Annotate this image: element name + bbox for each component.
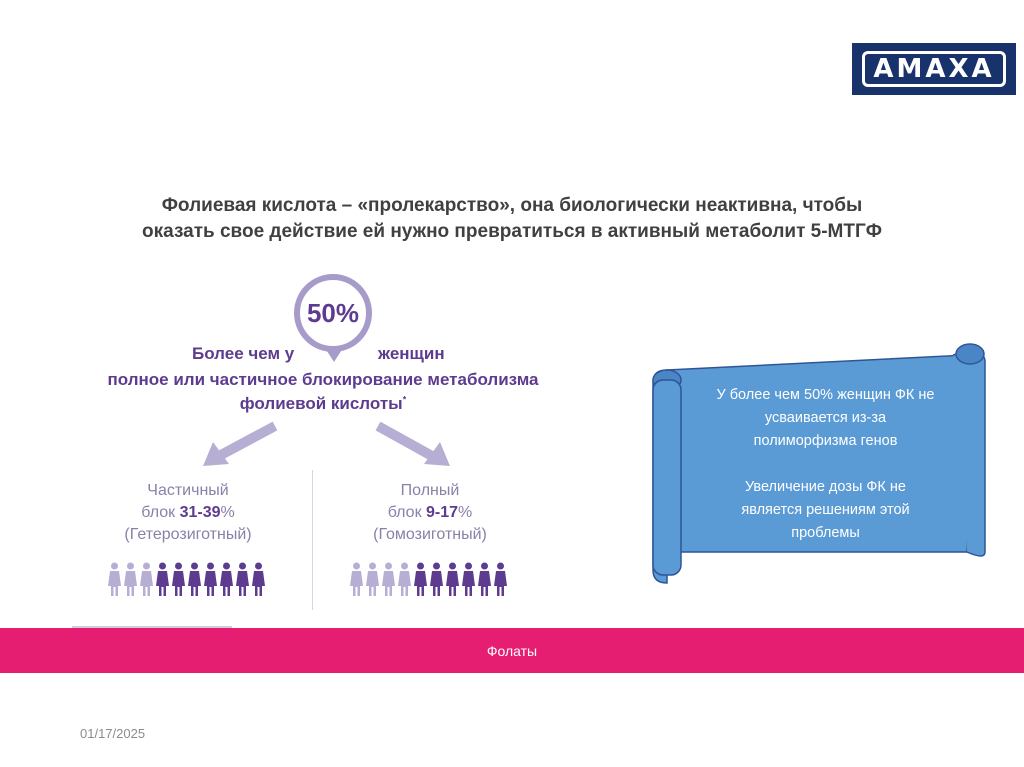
person-icon bbox=[478, 562, 491, 596]
title-line-2: оказать свое действие ей нужно превратиться в активный метаболит 5-МТГФ bbox=[142, 221, 882, 242]
person-icon bbox=[446, 562, 459, 596]
people-row-full bbox=[350, 562, 507, 596]
footer-band bbox=[0, 628, 1024, 673]
headline-left: Более чем у bbox=[192, 344, 295, 363]
person-icon bbox=[414, 562, 427, 596]
person-icon bbox=[430, 562, 443, 596]
circle-pointer bbox=[325, 348, 343, 362]
person-icon bbox=[220, 562, 233, 596]
person-icon bbox=[188, 562, 201, 596]
callout-text bbox=[683, 384, 968, 545]
logo-text: AMAXA bbox=[862, 51, 1005, 87]
callout-line-4: Увеличение дозы ФК не bbox=[745, 479, 906, 495]
full-prefix: блок bbox=[387, 504, 422, 521]
slide-title bbox=[40, 193, 984, 245]
partial-unit: % bbox=[220, 504, 235, 521]
person-icon bbox=[204, 562, 217, 596]
arrow-right-icon bbox=[370, 420, 460, 470]
headline-right: женщин bbox=[378, 344, 445, 363]
partial-label: Частичный bbox=[147, 482, 229, 499]
slide-date: 01/17/2025 bbox=[80, 726, 146, 741]
partial-range-line bbox=[88, 502, 288, 524]
partial-type: (Гетерозиготный) bbox=[124, 526, 252, 543]
callout-line-6: проблемы bbox=[791, 525, 860, 541]
callout-line-5: является решениям этой bbox=[741, 502, 910, 518]
person-icon bbox=[494, 562, 507, 596]
callout-line-2: усваивается из-за bbox=[764, 410, 887, 426]
people-row-partial bbox=[108, 562, 265, 596]
center-divider bbox=[312, 470, 313, 610]
person-icon bbox=[124, 562, 137, 596]
partial-block bbox=[88, 480, 288, 546]
headline-line-2: полное или частичное блокирование метаболизма bbox=[107, 370, 539, 389]
percent-circle bbox=[294, 274, 372, 352]
headline-line-3-text: фолиевой кислоты bbox=[239, 394, 403, 413]
person-icon bbox=[252, 562, 265, 596]
callout-line-1: У более чем 50% женщин ФК не bbox=[716, 387, 935, 403]
headline-line-3 bbox=[78, 394, 568, 414]
percent-value: 50% bbox=[306, 297, 360, 328]
person-icon bbox=[462, 562, 475, 596]
full-unit: % bbox=[458, 504, 473, 521]
person-icon bbox=[140, 562, 153, 596]
footnote-mark: * bbox=[402, 394, 407, 405]
person-icon bbox=[350, 562, 363, 596]
person-icon bbox=[366, 562, 379, 596]
full-range-line bbox=[330, 502, 530, 524]
amaxa-logo bbox=[852, 43, 1016, 95]
full-range: 9-17 bbox=[426, 504, 459, 521]
person-icon bbox=[382, 562, 395, 596]
person-icon bbox=[108, 562, 121, 596]
band-label: Фолаты bbox=[486, 642, 538, 659]
infographic bbox=[40, 270, 610, 630]
person-icon bbox=[398, 562, 411, 596]
callout-line-3: полиморфизма генов bbox=[753, 433, 898, 449]
person-icon bbox=[236, 562, 249, 596]
full-block bbox=[330, 480, 530, 546]
person-icon bbox=[156, 562, 169, 596]
arrow-left-icon bbox=[195, 420, 285, 470]
title-line-1: Фолиевая кислота – «пролекарство», она биологически неактивна, чтобы bbox=[161, 195, 863, 216]
full-label: Полный bbox=[400, 482, 460, 499]
partial-range: 31-39 bbox=[179, 504, 221, 521]
person-icon bbox=[172, 562, 185, 596]
partial-prefix: блок bbox=[141, 504, 176, 521]
full-type: (Гомозиготный) bbox=[373, 526, 487, 543]
